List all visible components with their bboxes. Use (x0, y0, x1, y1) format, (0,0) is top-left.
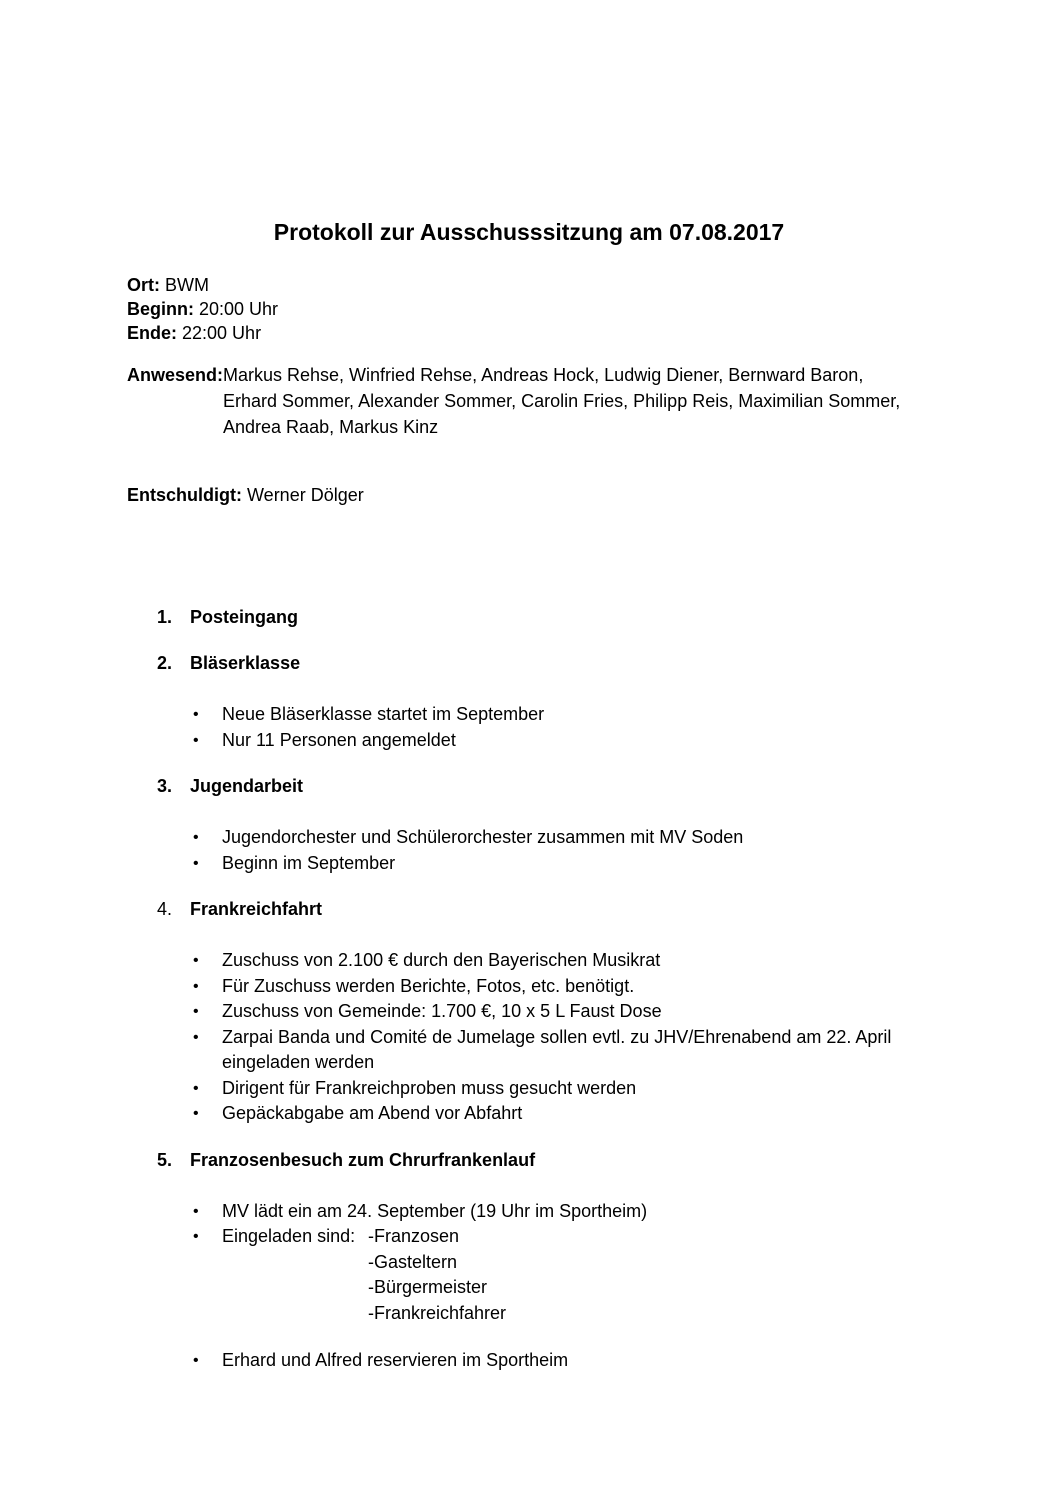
bullet-icon: • (193, 1105, 199, 1122)
bullet-item (127, 974, 943, 1000)
bullet-item (127, 948, 943, 974)
section-heading (127, 897, 943, 922)
sub-list-item: -Frankreichfahrer (368, 1302, 507, 1323)
section-number: 3. (157, 776, 173, 796)
bullet-content: Für Zuschuss werden Berichte, Fotos, etc. benötigt. (222, 975, 635, 996)
attendees-lines (223, 362, 900, 440)
bullet-content (222, 1224, 942, 1326)
bullet-list (127, 702, 943, 753)
sub-list-item: -Franzosen (368, 1226, 460, 1246)
excused-block (127, 483, 943, 508)
bullet-content: MV lädt ein am 24. September (19 Uhr im Sportheim) (222, 1200, 648, 1221)
agenda-list (127, 605, 943, 1374)
bullet-content: Beginn im September (222, 852, 396, 873)
bullet-content: Zarpai Banda und Comité de Jumelage sollen evtl. zu JHV/Ehrenabend am 22. April eingeladen werden (222, 1026, 892, 1072)
bullet-content: Gepäckabgabe am Abend vor Abfahrt (222, 1103, 523, 1123)
bullet-item (127, 825, 943, 851)
meta-line (127, 321, 943, 345)
meta-line (127, 297, 943, 321)
attendees-label: Anwesend: (127, 365, 224, 385)
bullet-icon: • (193, 706, 199, 723)
bullet-item (127, 1101, 943, 1127)
bullet-list (127, 1199, 943, 1374)
excused-label: Entschuldigt: (127, 485, 242, 505)
section-title: Frankreichfahrt (190, 899, 323, 919)
bullet-icon: • (193, 1003, 199, 1020)
bullet-content: Zuschuss von Gemeinde: 1.700 €, 10 x 5 L Faust Dose (222, 1001, 662, 1021)
bullet-list (127, 825, 943, 876)
attendees-line: Markus Rehse, Winfried Rehse, Andreas Hock, Ludwig Diener, Bernward Baron, (223, 365, 864, 385)
bullet-icon: • (193, 829, 199, 846)
bullet-content: Nur 11 Personen angemeldet (222, 729, 456, 750)
bullet-content: Dirigent für Frankreichproben muss gesucht werden (222, 1077, 637, 1098)
page-title: Protokoll zur Ausschusssitzung am 07.08.2017 (273, 219, 785, 245)
meta-block (127, 273, 943, 345)
meta-value: 20:00 Uhr (194, 299, 279, 319)
attendees-line: Erhard Sommer, Alexander Sommer, Carolin Fries, Philipp Reis, Maximilian Sommer, (223, 391, 901, 411)
attendees-line: Andrea Raab, Markus Kinz (223, 417, 439, 437)
section-heading (127, 651, 943, 676)
bullet-item (127, 851, 943, 877)
meta-value: BWM (160, 275, 209, 295)
bullet-icon: • (193, 1228, 199, 1245)
bullet-item (127, 728, 943, 754)
bullet-label: Eingeladen sind: (222, 1226, 356, 1246)
excused-value: Werner Dölger (247, 485, 364, 505)
bullet-item (127, 1224, 943, 1326)
bullet-icon: • (193, 854, 199, 872)
agenda-section (127, 774, 943, 876)
section-number: 1. (157, 607, 173, 627)
bullet-content: Neue Bläserklasse startet im September (222, 704, 545, 724)
meta-label: Beginn: (127, 299, 194, 319)
bullet-content: Zuschuss von 2.100 € durch den Bayerischen Musikrat (222, 950, 661, 970)
bullet-icon: • (193, 731, 199, 749)
bullet-icon: • (193, 1202, 199, 1220)
document-content (127, 273, 943, 1374)
section-title: Jugendarbeit (190, 776, 304, 796)
attendees-block (127, 362, 943, 440)
meta-label: Ende: (127, 323, 178, 343)
bullet-icon: • (193, 977, 199, 995)
bullet-item (127, 1348, 943, 1374)
bullet-item (127, 999, 943, 1025)
meta-label: Ort: (127, 275, 160, 295)
agenda-section (127, 651, 943, 753)
section-title: Posteingang (190, 607, 299, 627)
agenda-section (127, 605, 943, 630)
section-heading (127, 1148, 943, 1173)
section-heading (127, 605, 943, 630)
meta-line (127, 273, 943, 297)
bullet-item (127, 702, 943, 728)
meta-value: 22:00 Uhr (177, 323, 262, 343)
bullet-item (127, 1076, 943, 1102)
bullet-icon: • (193, 1028, 199, 1046)
section-title: Bläserklasse (190, 653, 301, 673)
section-heading (127, 774, 943, 799)
sub-list-item: -Gasteltern (368, 1251, 458, 1272)
bullet-list (127, 948, 943, 1127)
bullet-item (127, 1199, 943, 1225)
section-number: 5. (157, 1149, 173, 1170)
bullet-item (127, 1025, 943, 1076)
bullet-content: Erhard und Alfred reservieren im Sportheim (222, 1350, 569, 1370)
bullet-icon: • (193, 952, 199, 969)
agenda-section (127, 897, 943, 1127)
bullet-icon: • (193, 1352, 199, 1369)
section-number: 4. (157, 899, 173, 919)
sub-list-item: -Bürgermeister (368, 1277, 488, 1297)
agenda-section (127, 1148, 943, 1374)
bullet-content: Jugendorchester und Schülerorchester zusammen mit MV Soden (222, 827, 744, 847)
sub-list (368, 1224, 506, 1326)
section-title: Franzosenbesuch zum Chrurfrankenlauf (190, 1149, 536, 1170)
bullet-icon: • (193, 1079, 199, 1097)
section-number: 2. (157, 653, 173, 673)
